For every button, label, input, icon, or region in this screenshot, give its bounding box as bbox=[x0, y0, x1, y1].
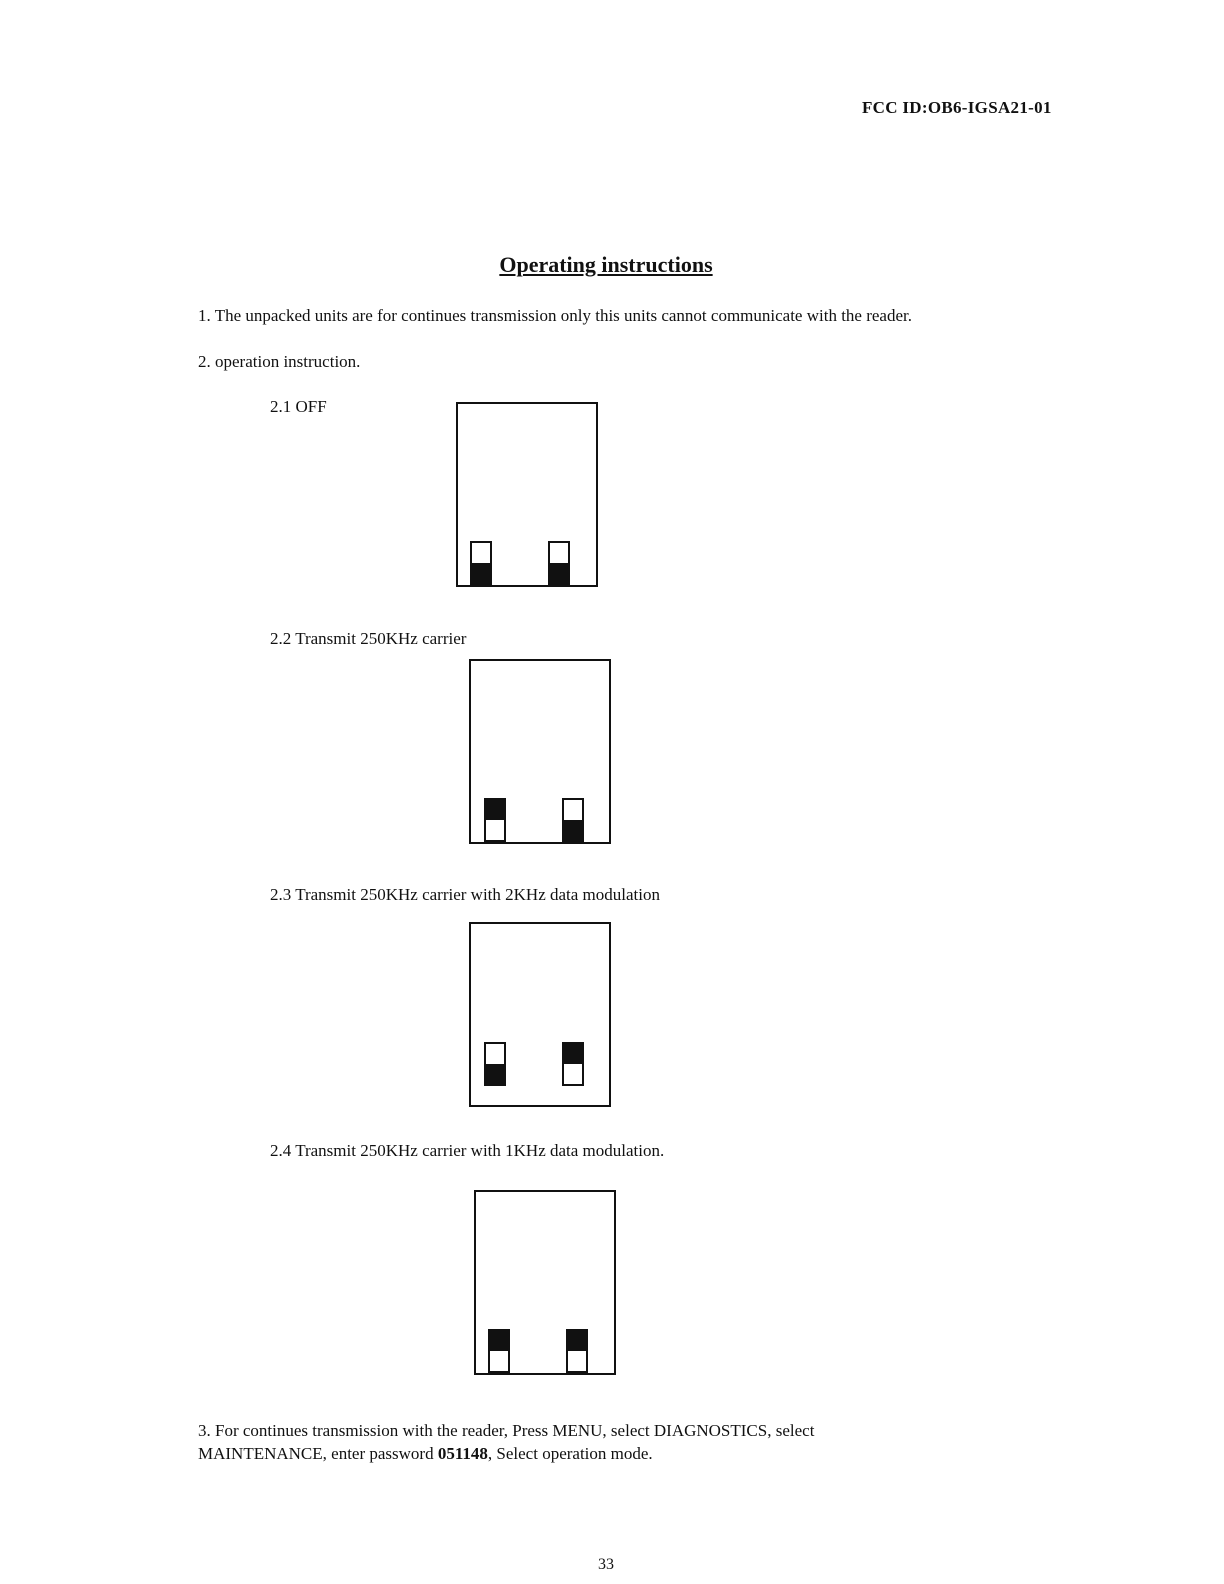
page-number: 33 bbox=[598, 1556, 614, 1573]
switch-diagram-off bbox=[456, 402, 598, 587]
switch-top bbox=[490, 1331, 508, 1351]
intro-item-1: 1. The unpacked units are for continues transmission only this units cannot communicate with the reader. bbox=[198, 306, 912, 325]
switch-bottom bbox=[486, 1064, 504, 1084]
switch-top bbox=[564, 1044, 582, 1064]
switch-top bbox=[472, 543, 490, 563]
dip-switch-1 bbox=[484, 1042, 506, 1086]
mode-label-1khz: 2.4 Transmit 250KHz carrier with 1KHz data modulation. bbox=[270, 1141, 665, 1160]
mode-label-2khz: 2.3 Transmit 250KHz carrier with 2KHz data modulation bbox=[270, 885, 660, 904]
intro-item-2: 2. operation instruction. bbox=[198, 352, 361, 371]
footer-line-2-suffix: , Select operation mode. bbox=[487, 1444, 653, 1463]
switch-top bbox=[550, 543, 568, 563]
switch-bottom bbox=[472, 563, 490, 583]
mode-label-off: 2.1 OFF bbox=[270, 397, 327, 416]
switch-bottom bbox=[564, 1064, 582, 1084]
footer-line-1: 3. For continues transmission with the reader, Press MENU, select DIAGNOSTICS, select bbox=[198, 1421, 815, 1440]
dip-switch-1 bbox=[470, 541, 492, 585]
dip-switch-2 bbox=[566, 1329, 588, 1373]
fcc-id: FCC ID:OB6-IGSA21-01 bbox=[862, 98, 1052, 117]
switch-top bbox=[486, 1044, 504, 1064]
switch-bottom bbox=[490, 1351, 508, 1371]
footer-line-2-prefix: MAINTENANCE, enter password bbox=[198, 1444, 438, 1463]
dip-switch-1 bbox=[488, 1329, 510, 1373]
footer-line-2 bbox=[198, 1442, 1098, 1465]
switch-top bbox=[486, 800, 504, 820]
switch-diagram-1khz bbox=[474, 1190, 616, 1375]
switch-bottom bbox=[564, 820, 582, 840]
switch-bottom bbox=[486, 820, 504, 840]
dip-switch-2 bbox=[562, 798, 584, 842]
switch-bottom bbox=[568, 1351, 586, 1371]
mode-label-carrier: 2.2 Transmit 250KHz carrier bbox=[270, 629, 467, 648]
switch-bottom bbox=[550, 563, 568, 583]
page-title: Operating instructions bbox=[499, 252, 713, 277]
dip-switch-2 bbox=[548, 541, 570, 585]
switch-top bbox=[568, 1331, 586, 1351]
password-value: 051148 bbox=[437, 1444, 488, 1463]
switch-diagram-2khz bbox=[469, 922, 611, 1107]
dip-switch-1 bbox=[484, 798, 506, 842]
switch-top bbox=[564, 800, 582, 820]
footer-instruction bbox=[198, 1419, 1098, 1465]
dip-switch-2 bbox=[562, 1042, 584, 1086]
switch-diagram-carrier bbox=[469, 659, 611, 844]
